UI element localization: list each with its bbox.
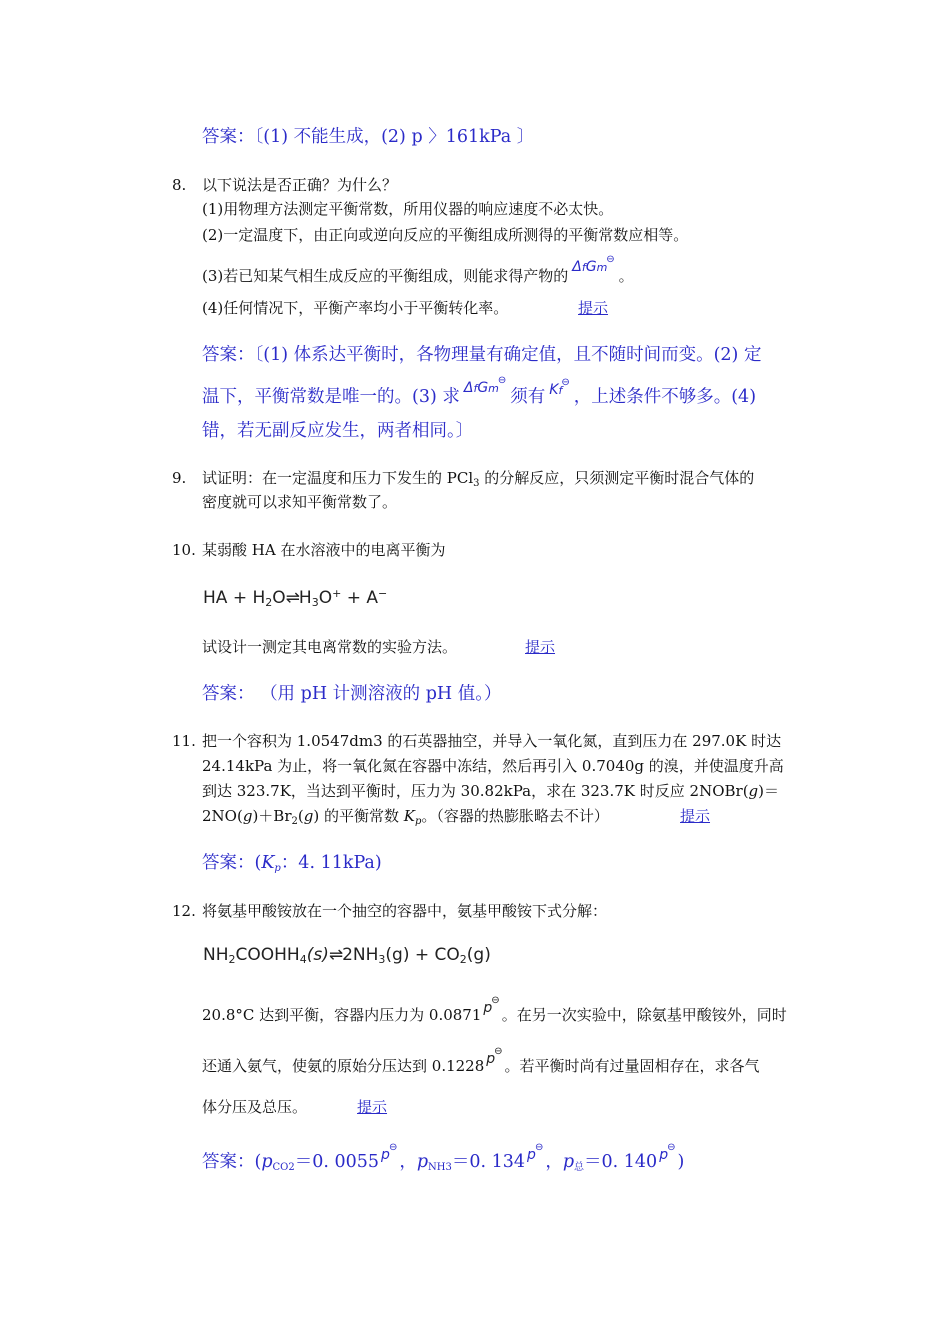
q12-line-2-a: 还通入氨气，使氨的原始分压达到 0.1228	[202, 1057, 485, 1075]
q12-answer-p3: p	[562, 1152, 575, 1172]
q12-line-1	[202, 995, 787, 1028]
q10-answer: 答案： （用 pH 计测溶液的 pH 值。）	[202, 684, 502, 704]
q11-line-4-e: 。（容器的热膨胀略去不计）	[421, 807, 609, 825]
q12-answer	[202, 1142, 685, 1180]
q11-line-2: 24.14kPa 为止，将一氧化氮在容器中冻结，然后再引入 0.7040g 的溴，并使温度升高	[202, 757, 784, 775]
q12-answer-p1: p	[261, 1152, 273, 1172]
p-standard-icon: p⊖	[381, 1142, 398, 1163]
eq-part: (s)	[306, 945, 329, 965]
eq-part: 2NH	[342, 945, 379, 965]
q10-hint-link[interactable]: 提示	[525, 638, 556, 656]
q11-answer-a: 答案：(	[202, 853, 262, 873]
q8-statement-3-end: 。	[618, 267, 634, 285]
q8-answer-line-1: 答案：〔(1) 体系达平衡时，各物理量有确定值，且不随时间而变。(2) 定	[202, 345, 762, 365]
q11-answer-K: K	[261, 853, 275, 873]
q10-equation	[203, 587, 387, 609]
q9-line-1-post: 的分解反应，只须测定平衡时混合气体的	[479, 469, 755, 487]
eq-part: NH	[203, 945, 229, 965]
eq-part: COOHH	[235, 945, 300, 965]
equilibrium-arrow-icon: ⇌	[328, 945, 343, 965]
delta-f-g-m-icon: ΔfGm⊖	[463, 375, 507, 396]
q12-answer-a: 答案：(	[202, 1152, 262, 1172]
q12-line-2	[202, 1046, 760, 1079]
eq-part: (g) + CO	[385, 945, 460, 965]
q11-line-4-sub: 2	[291, 816, 298, 827]
p-standard-icon: p⊖	[483, 995, 500, 1016]
q11-line-4-d: ) 的平衡常数	[313, 807, 404, 825]
q12-answer-c: ，	[399, 1152, 417, 1172]
q12-answer-s3: 总	[574, 1162, 585, 1173]
q8-statement-2: (2)一定温度下，由正向或逆向反应的平衡组成所测得的平衡常数应相等。	[202, 226, 689, 244]
q9-line-2: 密度就可以求知平衡常数了。	[202, 493, 398, 511]
equilibrium-arrow-icon: ⇌	[285, 588, 299, 608]
q12-hint-link[interactable]: 提示	[357, 1098, 388, 1116]
q11-answer-p: p	[274, 863, 281, 874]
q12-line-2-b: 。若平衡时尚有过量固相存在，求各气	[504, 1057, 760, 1075]
eq-sub: 2	[459, 953, 467, 966]
eq-sub: 2	[265, 596, 273, 609]
q11-number: 11.	[172, 732, 196, 750]
q8-statement-3-text: (3)若已知某气相生成反应的平衡组成，则能求得产物的	[202, 267, 569, 285]
q8-number: 8.	[172, 176, 187, 194]
q11-line-4-g2: g	[303, 807, 314, 825]
q8-answer-line-2-b: 须有	[510, 387, 546, 407]
p-standard-icon: p⊖	[659, 1142, 676, 1163]
q11-line-4-b: )＋Br	[252, 807, 292, 825]
q8-statement-4: (4)任何情况下，平衡产率均小于平衡转化率。	[202, 299, 509, 317]
q8-answer-line-2-c: ，上述条件不够多。(4)	[573, 387, 757, 407]
q12-line-1-a: 20.8°C 达到平衡，容器内压力为 0.0871	[202, 1006, 482, 1024]
q11-line-1: 把一个容积为 1.0547dm3 的石英器抽空，并导入一氧化氮，直到压力在 297.0K 时达	[202, 732, 782, 750]
eq-part: HA + H	[203, 588, 266, 608]
q8-statement-1: (1)用物理方法测定平衡常数，所用仪器的响应速度不必太快。	[202, 200, 614, 218]
k-f-icon: Kf⊖	[549, 377, 570, 398]
q12-answer-d: ＝0. 134	[451, 1152, 526, 1172]
q7-answer: 答案：〔(1) 不能生成，(2) p 〉161kPa 〕	[202, 127, 535, 147]
q8-answer-line-3: 错，若无副反应发生，两者相同。〕	[202, 421, 474, 441]
q11-line-4	[202, 806, 609, 832]
q11-line-4-a: 2NO(	[202, 807, 243, 825]
delta-f-g-m-icon: ΔfGm⊖	[572, 254, 615, 275]
eq-part: H	[298, 588, 312, 608]
q12-equation	[203, 945, 491, 966]
q12-answer-s1: CO2	[272, 1162, 295, 1173]
q11-line-4-g1: g	[242, 807, 253, 825]
q10-task: 试设计一测定其电离常数的实验方法。	[202, 638, 458, 656]
q8-statement-3	[202, 254, 634, 289]
eq-part: O	[318, 588, 333, 608]
q12-intro: 将氨基甲酸铵放在一个抽空的容器中，氨基甲酸铵下式分解：	[202, 902, 608, 920]
eq-part: O	[272, 588, 286, 608]
q12-answer-p2: p	[416, 1152, 429, 1172]
q9-line-1-pre: 试证明：在一定温度和压力下发生的 PCl	[202, 469, 474, 487]
p-standard-icon: p⊖	[527, 1142, 544, 1163]
q9-line-1-sub: 3	[473, 478, 480, 489]
q8-hint-link[interactable]: 提示	[578, 299, 609, 317]
eq-part: (g)	[466, 945, 491, 965]
q11-line-3	[202, 781, 779, 801]
q12-answer-b: ＝0. 0055	[294, 1152, 380, 1172]
q11-answer	[202, 851, 382, 881]
q8-answer-line-2	[202, 375, 757, 412]
q11-line-3-b: )＝	[758, 782, 780, 800]
eq-sup: −	[377, 587, 388, 600]
q9-number: 9.	[172, 469, 187, 487]
eq-sub: 3	[311, 596, 319, 609]
eq-part: + A	[341, 588, 378, 608]
eq-sub: 3	[378, 953, 386, 966]
eq-sub: 2	[228, 953, 236, 966]
q11-line-3-a: 到达 323.7K，当达到平衡时，压力为 30.82kPa，求在 323.7K 时反应 2NOBr(	[202, 782, 749, 800]
q8-answer-line-2-a: 温下，平衡常数是唯一的。(3) 求	[202, 387, 460, 407]
q8-intro: 以下说法是否正确？为什么？	[202, 176, 398, 194]
eq-sub: 4	[299, 953, 307, 966]
q12-answer-s2: NH3	[428, 1162, 452, 1173]
q12-line-1-b: 。在另一次实验中，除氨基甲酸铵外，同时	[501, 1006, 787, 1024]
q11-line-3-g: g	[748, 782, 759, 800]
q12-number: 12.	[172, 902, 196, 920]
q11-line-4-K: K	[403, 807, 415, 825]
q11-answer-b: ：4. 11kPa)	[280, 853, 382, 873]
q11-hint-link[interactable]: 提示	[680, 807, 711, 825]
q10-intro: 某弱酸 HA 在水溶液中的电离平衡为	[202, 541, 446, 559]
q12-line-3: 体分压及总压。	[202, 1098, 308, 1116]
q12-answer-f: ＝0. 140	[584, 1152, 658, 1172]
q10-number: 10.	[172, 541, 196, 559]
q11-line-4-c: (	[297, 807, 304, 825]
p-standard-icon: p⊖	[486, 1046, 503, 1067]
q12-answer-e: ，	[545, 1152, 563, 1172]
q9-line-1	[202, 468, 754, 494]
q11-line-4-p: p	[414, 816, 422, 827]
eq-sup: +	[332, 587, 342, 600]
q12-answer-g: )	[677, 1152, 685, 1172]
